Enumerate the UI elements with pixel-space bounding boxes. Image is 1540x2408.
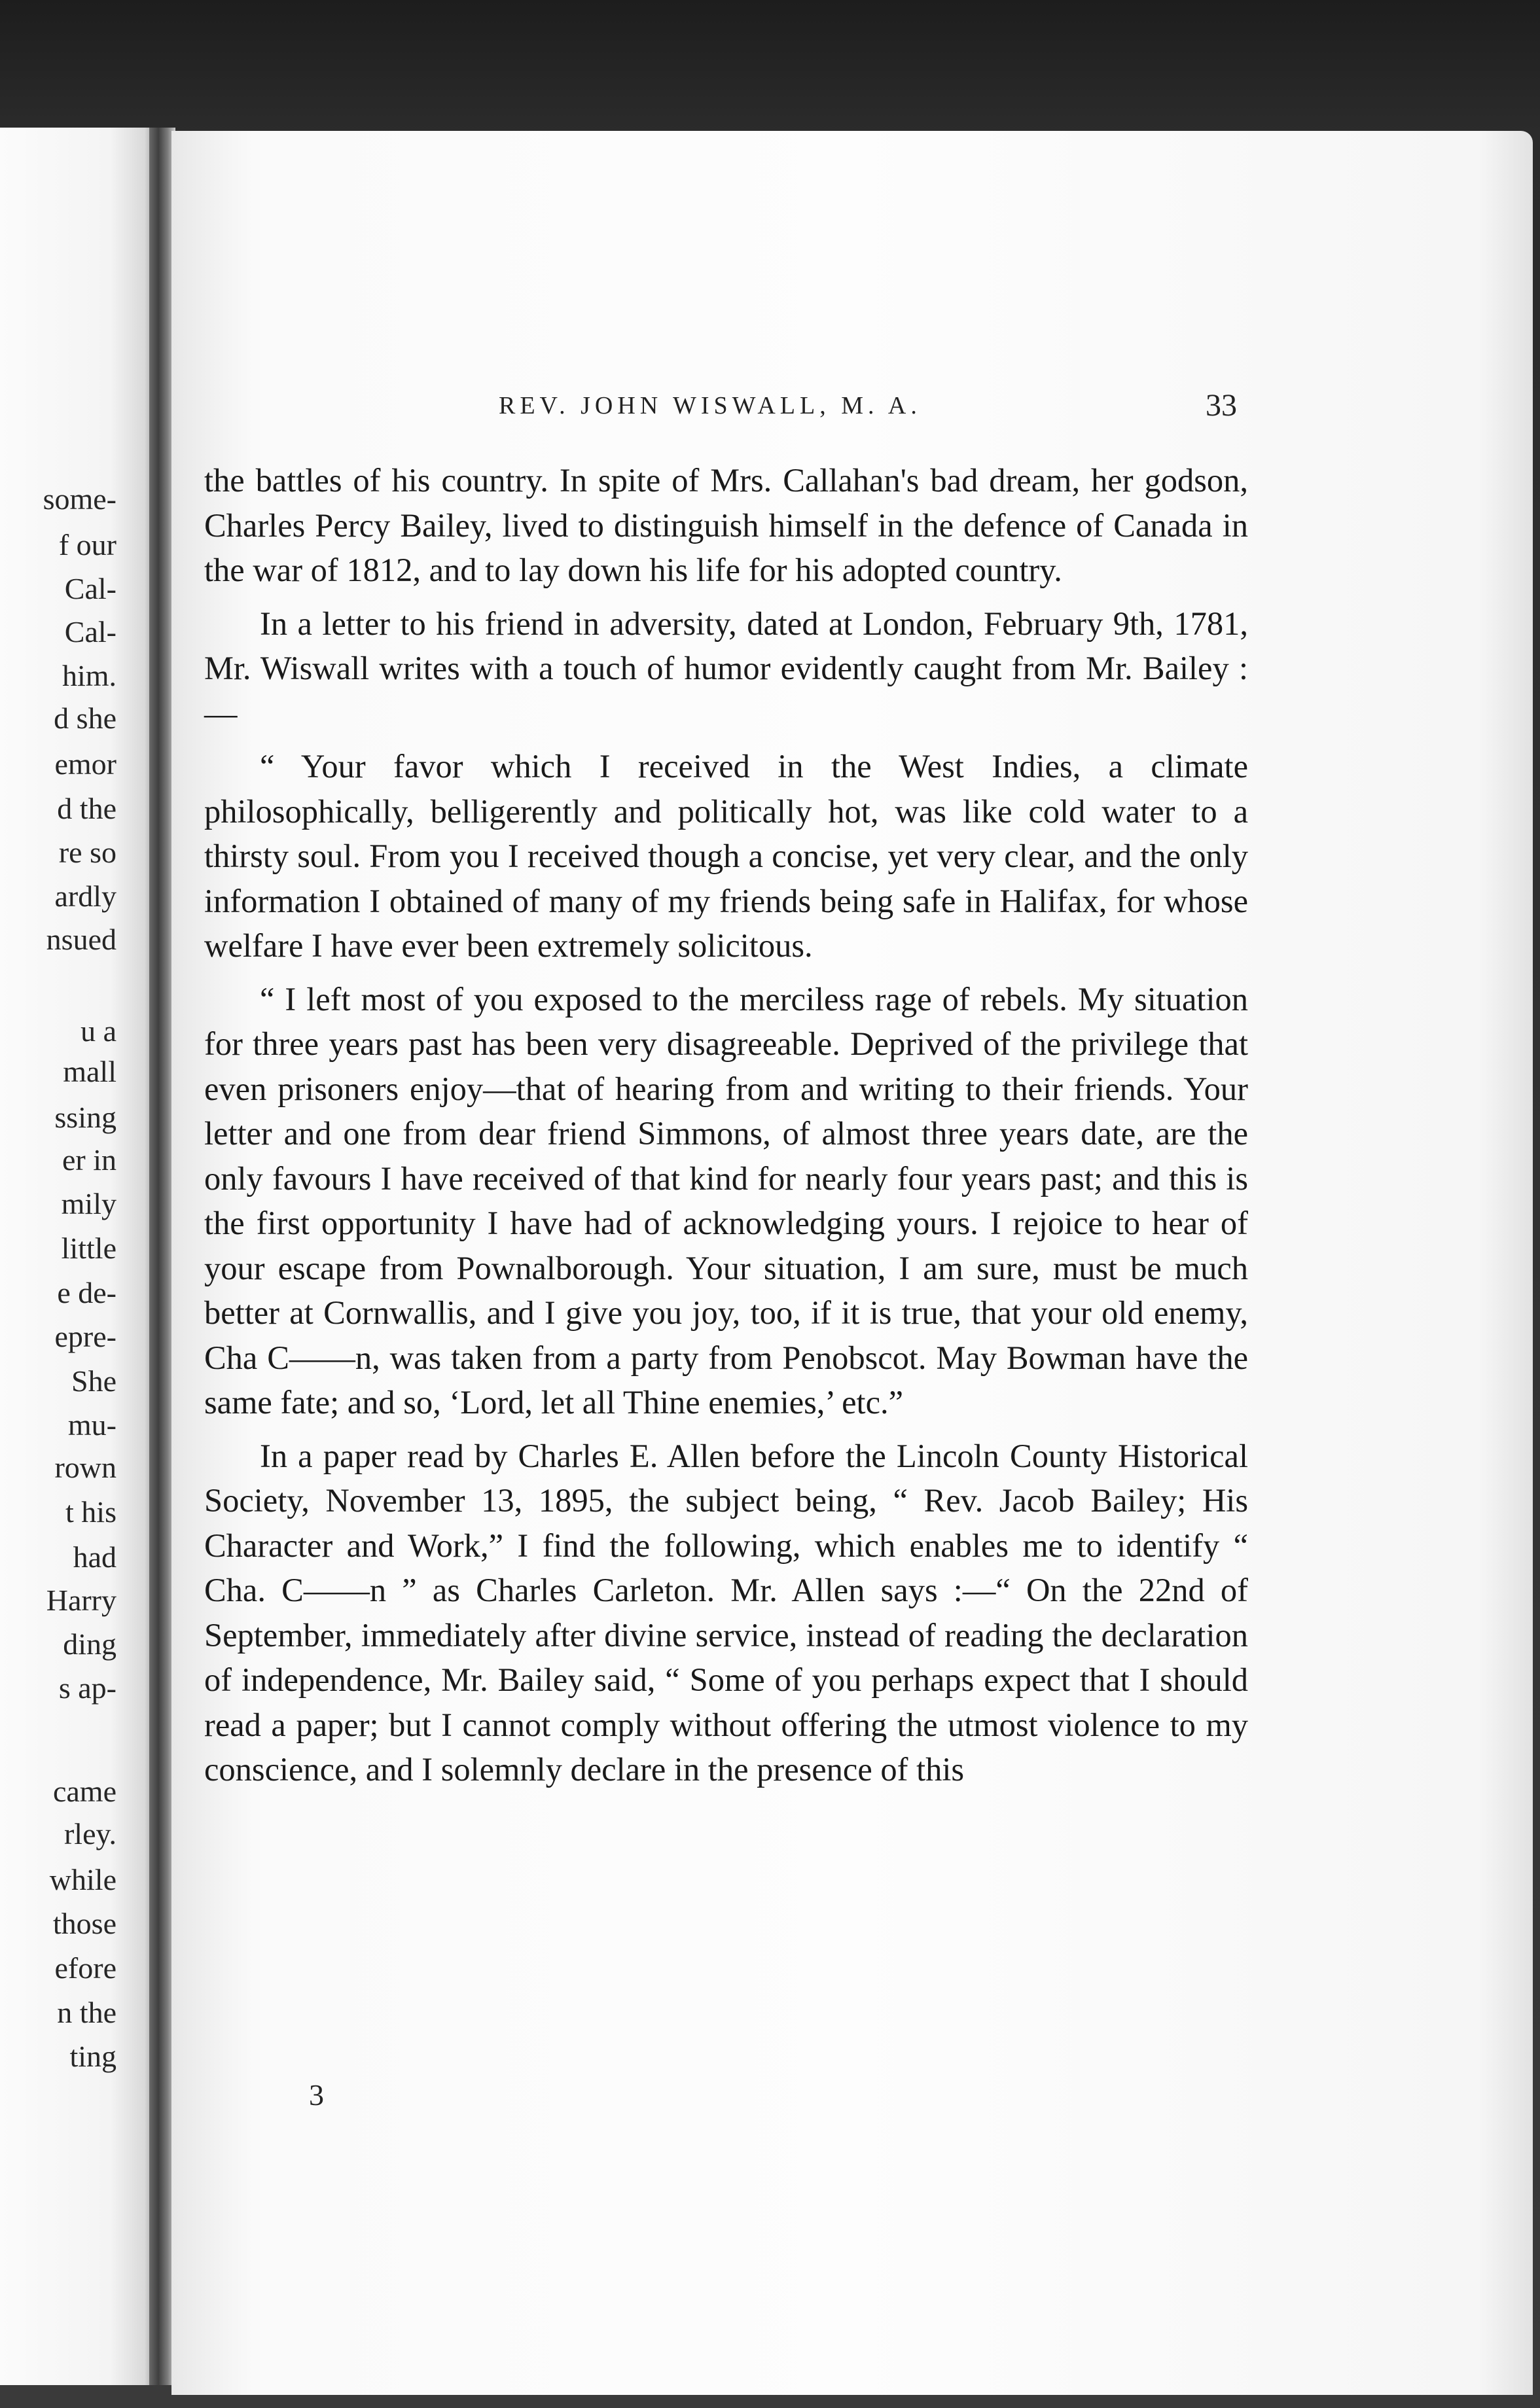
left-page-fragment: while (49, 1863, 116, 1896)
page-number: 33 (1206, 388, 1237, 423)
left-page-fragment: er in (62, 1143, 116, 1177)
left-page-fragment: d the (57, 792, 116, 825)
right-page (171, 131, 1533, 2395)
left-page-fragment: Cal- (64, 572, 116, 605)
left-page-fragment: d she (54, 701, 116, 735)
left-page-fragment: had (73, 1540, 116, 1574)
paragraph: In a letter to his friend in adversity, dated at London, February 9th, 1781, Mr. Wiswall writes with a touch of humor evidently caught from Mr. Bailey :— (204, 605, 1248, 732)
left-page-fragment: those (52, 1907, 116, 1940)
left-page-fragment: ardly (54, 879, 116, 913)
left-page-fragment: mall (63, 1055, 116, 1088)
left-page-fragment: little (61, 1231, 116, 1265)
left-page-fragment: re so (58, 836, 116, 869)
left-page-fragment: Harry (46, 1584, 116, 1617)
left-page-fragment: emor (54, 747, 116, 781)
body-text (204, 458, 1248, 1801)
left-page-fragment: mily (61, 1187, 116, 1220)
left-page-fragment: ding (63, 1627, 116, 1661)
left-page-fragment: rown (54, 1451, 116, 1484)
left-page-edge (0, 128, 157, 2385)
paragraph: “ I left most of you exposed to the merciless rage of rebels. My situation for three years past has been very disagreeable. Deprived of the privilege that even prisoners enjoy—that of hearing from and writing to their friends. Your letter and one from dear friend Simmons, of almost three years date, are the only favours I have received of that kind for nearly four years past; and this is the first opportunity I have had of acknowledging yours. I rejoice to hear of your escape from Pownalborough. Your situation, I am sure, must be much better at Cornwallis, and I give you joy, too, if it is true, that your old enemy, Cha C——n, was taken from a party from Penobscot. May Bowman have the same fate; and so, ‘Lord, let all Thine enemies,’ etc.” (204, 980, 1248, 1421)
left-page-fragment: came (52, 1775, 116, 1808)
left-page-fragment: efore (54, 1951, 116, 1985)
left-page-fragment: some- (43, 482, 116, 516)
left-page-fragment: rley. (63, 1817, 116, 1850)
left-page-fragment: epre- (54, 1320, 116, 1353)
paragraph: In a paper read by Charles E. Allen before the Lincoln County Historical Society, November 13, 1895, the subject being, “ Rev. Jacob Bailey; His Character and Work,” I find the following, which enables me to identify “ Cha. C——n ” as Charles Carleton. Mr. Allen says :—“ On the 22nd of September, immediately after divine service, instead of reading the declaration of independence, Mr. Bailey said, “ Some of you perhaps expect that I should read a paper; but I cannot comply without offering the utmost violence to my conscience, and I solemnly declare in the presence of this (204, 1437, 1248, 1788)
left-page-fragment: Cal- (64, 615, 116, 648)
left-page-fragment: e de- (57, 1276, 116, 1309)
left-page-fragment: t his (65, 1495, 116, 1529)
left-page-fragment: mu- (67, 1408, 116, 1442)
left-page-fragment: ssing (54, 1101, 116, 1134)
left-page-fragment: u a (81, 1014, 116, 1048)
left-page-fragment: him. (62, 659, 116, 692)
paragraph: “ Your favor which I received in the West Indies, a climate philosophically, belligerently and politically hot, was like cold water to a thirsty soul. From you I received though a concise, yet very clear, and the only information I obtained of many of my friends being safe in Halifax, for whose welfare I have ever been extremely solicitous. (204, 748, 1248, 964)
running-head: REV. JOHN WISWALL, M. A. (499, 392, 922, 419)
signature-mark: 3 (309, 2078, 324, 2112)
left-page-fragment: She (71, 1364, 116, 1398)
left-page-fragment: f our (58, 528, 116, 561)
paragraph: the battles of his country. In spite of Mrs. Callahan's bad dream, her godson, Charles Percy Bailey, lived to distinguish himself in the defence of Canada in the war of 1812, and to lay down his life for his adopted country. (204, 462, 1248, 588)
left-page-fragment: nsued (46, 923, 116, 956)
left-page-fragment: n the (57, 1996, 116, 2029)
left-page-fragment: ting (69, 2040, 116, 2073)
left-page-fragment: s ap- (58, 1671, 116, 1705)
